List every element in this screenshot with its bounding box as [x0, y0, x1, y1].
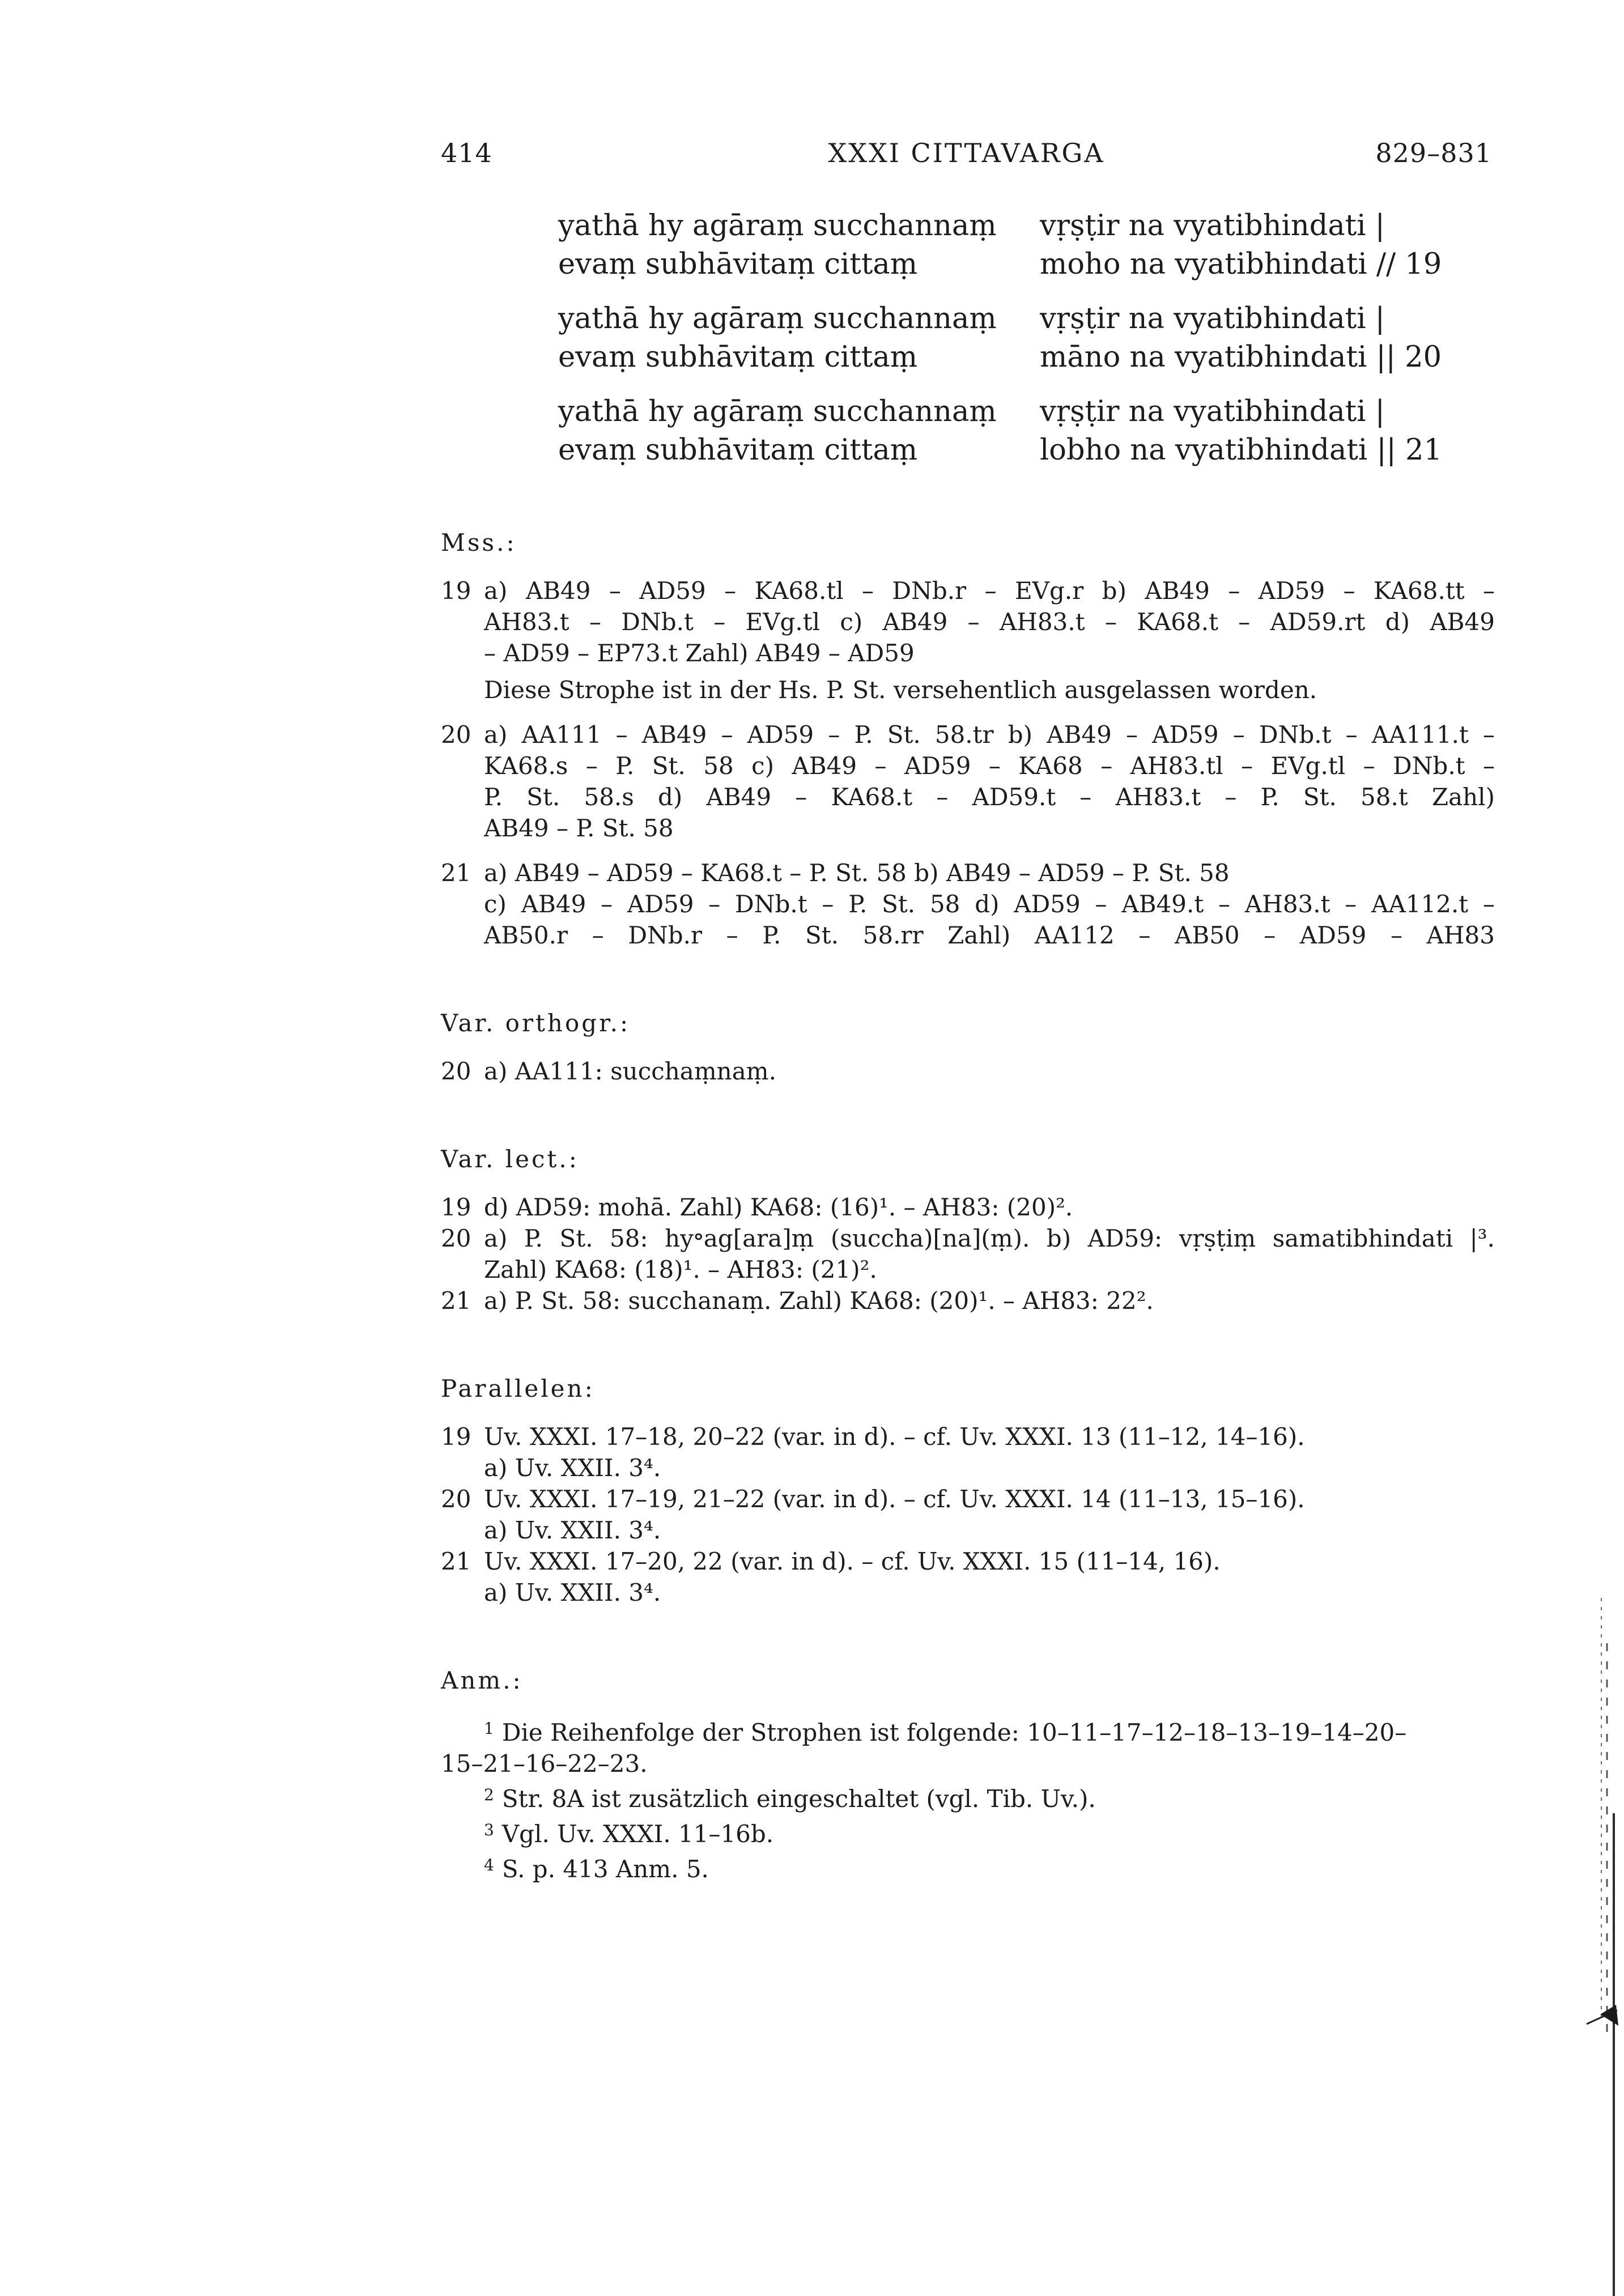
- entry-line: a) P. St. 58: succhanaṃ. Zahl) KA68: (20)¹. – AH83: 22².: [484, 1287, 1154, 1315]
- orthogr-entry-20: [441, 1056, 1495, 1087]
- verse-line: [558, 245, 1465, 284]
- pada: vṛṣṭir na vyatibhindati |: [1040, 395, 1385, 428]
- footnote-3: [484, 1814, 1495, 1849]
- verse-range: 829–831: [1375, 138, 1492, 168]
- entry-line: AB50.r – DNb.r – P. St. 58.rr Zahl) AA112 – AB50 – AD59 – AH83: [484, 921, 1495, 949]
- entry-line: a) AB49 – AD59 – KA68.t – P. St. 58 b) AB49 – AD59 – P. St. 58: [484, 859, 1230, 887]
- scan-edge-artifact: [1584, 0, 1624, 2296]
- section-title-mss: Mss.:: [441, 529, 517, 556]
- entry-line: c) AB49 – AD59 – DNb.t – P. St. 58 d) AD59 – AB49.t – AH83.t – AA112.t –: [484, 890, 1495, 918]
- lect-entry-20: [441, 1223, 1495, 1285]
- entry-line: Zahl) KA68: (18)¹. – AH83: (21)².: [484, 1256, 877, 1283]
- running-header: [441, 138, 1492, 177]
- entry-line: a) AB49 – AD59 – KA68.tl – DNb.r – EVg.r b) AB49 – AD59 – KA68.tt –: [484, 577, 1495, 605]
- stanza-21: [558, 393, 1465, 470]
- entry-number: 20: [441, 721, 471, 749]
- entry-line: a) AA111 – AB49 – AD59 – P. St. 58.tr b) AB49 – AD59 – DNb.t – AA111.t –: [484, 721, 1495, 749]
- footnote-text: Die Reihenfolge der Strophen ist folgende: 10–11–17–12–18–13–19–14–20–: [501, 1719, 1407, 1746]
- parallel-entry-21: [441, 1546, 1495, 1608]
- verse-line: [558, 431, 1465, 470]
- verse-line: [558, 207, 1465, 245]
- entry-line: a) AA111: succhaṃnaṃ.: [484, 1057, 776, 1085]
- entry-line: a) Uv. XXII. 3⁴.: [484, 1516, 661, 1544]
- section-title-parallelen: Parallelen:: [441, 1375, 595, 1402]
- footnote-marker: 1: [484, 1719, 494, 1738]
- footnote-4: [484, 1849, 1495, 1885]
- pada: vṛṣṭir na vyatibhindati |: [1040, 209, 1385, 243]
- mss-entry-21: [441, 857, 1495, 951]
- section-title-var-lect: Var. lect.:: [441, 1145, 579, 1173]
- footnote-2: [484, 1779, 1495, 1814]
- page-number: 414: [441, 138, 492, 168]
- entry-line: Uv. XXXI. 17–19, 21–22 (var. in d). – cf. Uv. XXXI. 14 (11–13, 15–16).: [484, 1485, 1305, 1513]
- stanza-19: [558, 207, 1465, 284]
- pada: evaṃ subhāvitaṃ cittaṃ: [558, 248, 918, 281]
- entry-line: a) Uv. XXII. 3⁴.: [484, 1454, 661, 1482]
- entry-number: 19: [441, 1423, 471, 1451]
- footnote-text: S. p. 413 Anm. 5.: [501, 1855, 709, 1883]
- footnote-text: Vgl. Uv. XXXI. 11–16b.: [501, 1820, 774, 1848]
- parallel-entry-20: [441, 1483, 1495, 1546]
- entry-number: 19: [441, 1193, 471, 1221]
- parallel-entry-19: [441, 1421, 1495, 1483]
- entry-line: Uv. XXXI. 17–20, 22 (var. in d). – cf. Uv. XXXI. 15 (11–14, 16).: [484, 1547, 1221, 1575]
- chapter-title: XXXI CITTAVARGA: [828, 138, 1105, 168]
- pada: māno na vyatibhindati || 20: [1040, 341, 1442, 374]
- entry-line: a) Uv. XXII. 3⁴.: [484, 1579, 661, 1606]
- entry-number: 21: [441, 1287, 471, 1315]
- pada: evaṃ subhāvitaṃ cittaṃ: [558, 433, 918, 467]
- pada: vṛṣṭir na vyatibhindati |: [1040, 302, 1385, 335]
- lect-entry-19: [441, 1192, 1495, 1223]
- entry-line: Uv. XXXI. 17–18, 20–22 (var. in d). – cf. Uv. XXXI. 13 (11–12, 14–16).: [484, 1423, 1305, 1451]
- pada: yathā hy agāraṃ succhannaṃ: [558, 209, 997, 243]
- entry-line: AH83.t – DNb.t – EVg.tl c) AB49 – AH83.t – KA68.t – AD59.rt d) AB49: [484, 608, 1495, 636]
- pada: yathā hy agāraṃ succhannaṃ: [558, 395, 997, 428]
- entry-number: 21: [441, 859, 471, 887]
- footnote-1: [441, 1713, 1495, 1779]
- pada: lobho na vyatibhindati || 21: [1040, 433, 1442, 467]
- lect-entry-21: [441, 1285, 1495, 1316]
- verse-line: [558, 300, 1465, 338]
- entry-number: 20: [441, 1057, 471, 1085]
- footnote-text: 15–21–16–22–23.: [441, 1750, 648, 1778]
- entry-line: KA68.s – P. St. 58 c) AB49 – AD59 – KA68 – AH83.tl – EVg.tl – DNb.t –: [484, 752, 1495, 780]
- section-title-var-orthogr: Var. orthogr.:: [441, 1009, 631, 1037]
- footnote-marker: 4: [484, 1856, 494, 1874]
- verse-line: [558, 393, 1465, 431]
- mss-entry-20: [441, 719, 1495, 844]
- verse-block: [558, 207, 1465, 486]
- pada: yathā hy agāraṃ succhannaṃ: [558, 302, 997, 335]
- critical-apparatus: [441, 527, 1495, 1885]
- footnote-text: Str. 8A ist zusätzlich eingeschaltet (vgl. Tib. Uv.).: [501, 1785, 1096, 1813]
- entry-number: 20: [441, 1485, 471, 1513]
- section-title-anm: Anm.:: [441, 1666, 523, 1694]
- entry-line: a) P. St. 58: hy॰ag[ara]ṃ (succha)[na](ṃ). b) AD59: vṛṣṭiṃ samatibhindati |³.: [484, 1224, 1495, 1252]
- footnote-marker: 2: [484, 1785, 494, 1804]
- entry-number: 20: [441, 1224, 471, 1252]
- entry-line: AB49 – P. St. 58: [484, 814, 674, 842]
- pada: moho na vyatibhindati // 19: [1040, 248, 1442, 281]
- entry-number: 21: [441, 1547, 471, 1575]
- entry-note: Diese Strophe ist in der Hs. P. St. versehentlich ausgelassen worden.: [484, 676, 1317, 704]
- entry-line: – AD59 – EP73.t Zahl) AB49 – AD59: [484, 639, 915, 667]
- entry-line: d) AD59: mohā. Zahl) KA68: (16)¹. – AH83: (20)².: [484, 1193, 1073, 1221]
- mss-entry-19: [441, 575, 1495, 705]
- verse-line: [558, 338, 1465, 377]
- entry-number: 19: [441, 577, 471, 605]
- pada: evaṃ subhāvitaṃ cittaṃ: [558, 341, 918, 374]
- entry-line: P. St. 58.s d) AB49 – KA68.t – AD59.t – AH83.t – P. St. 58.t Zahl): [484, 783, 1495, 811]
- footnote-marker: 3: [484, 1821, 494, 1839]
- stanza-20: [558, 300, 1465, 377]
